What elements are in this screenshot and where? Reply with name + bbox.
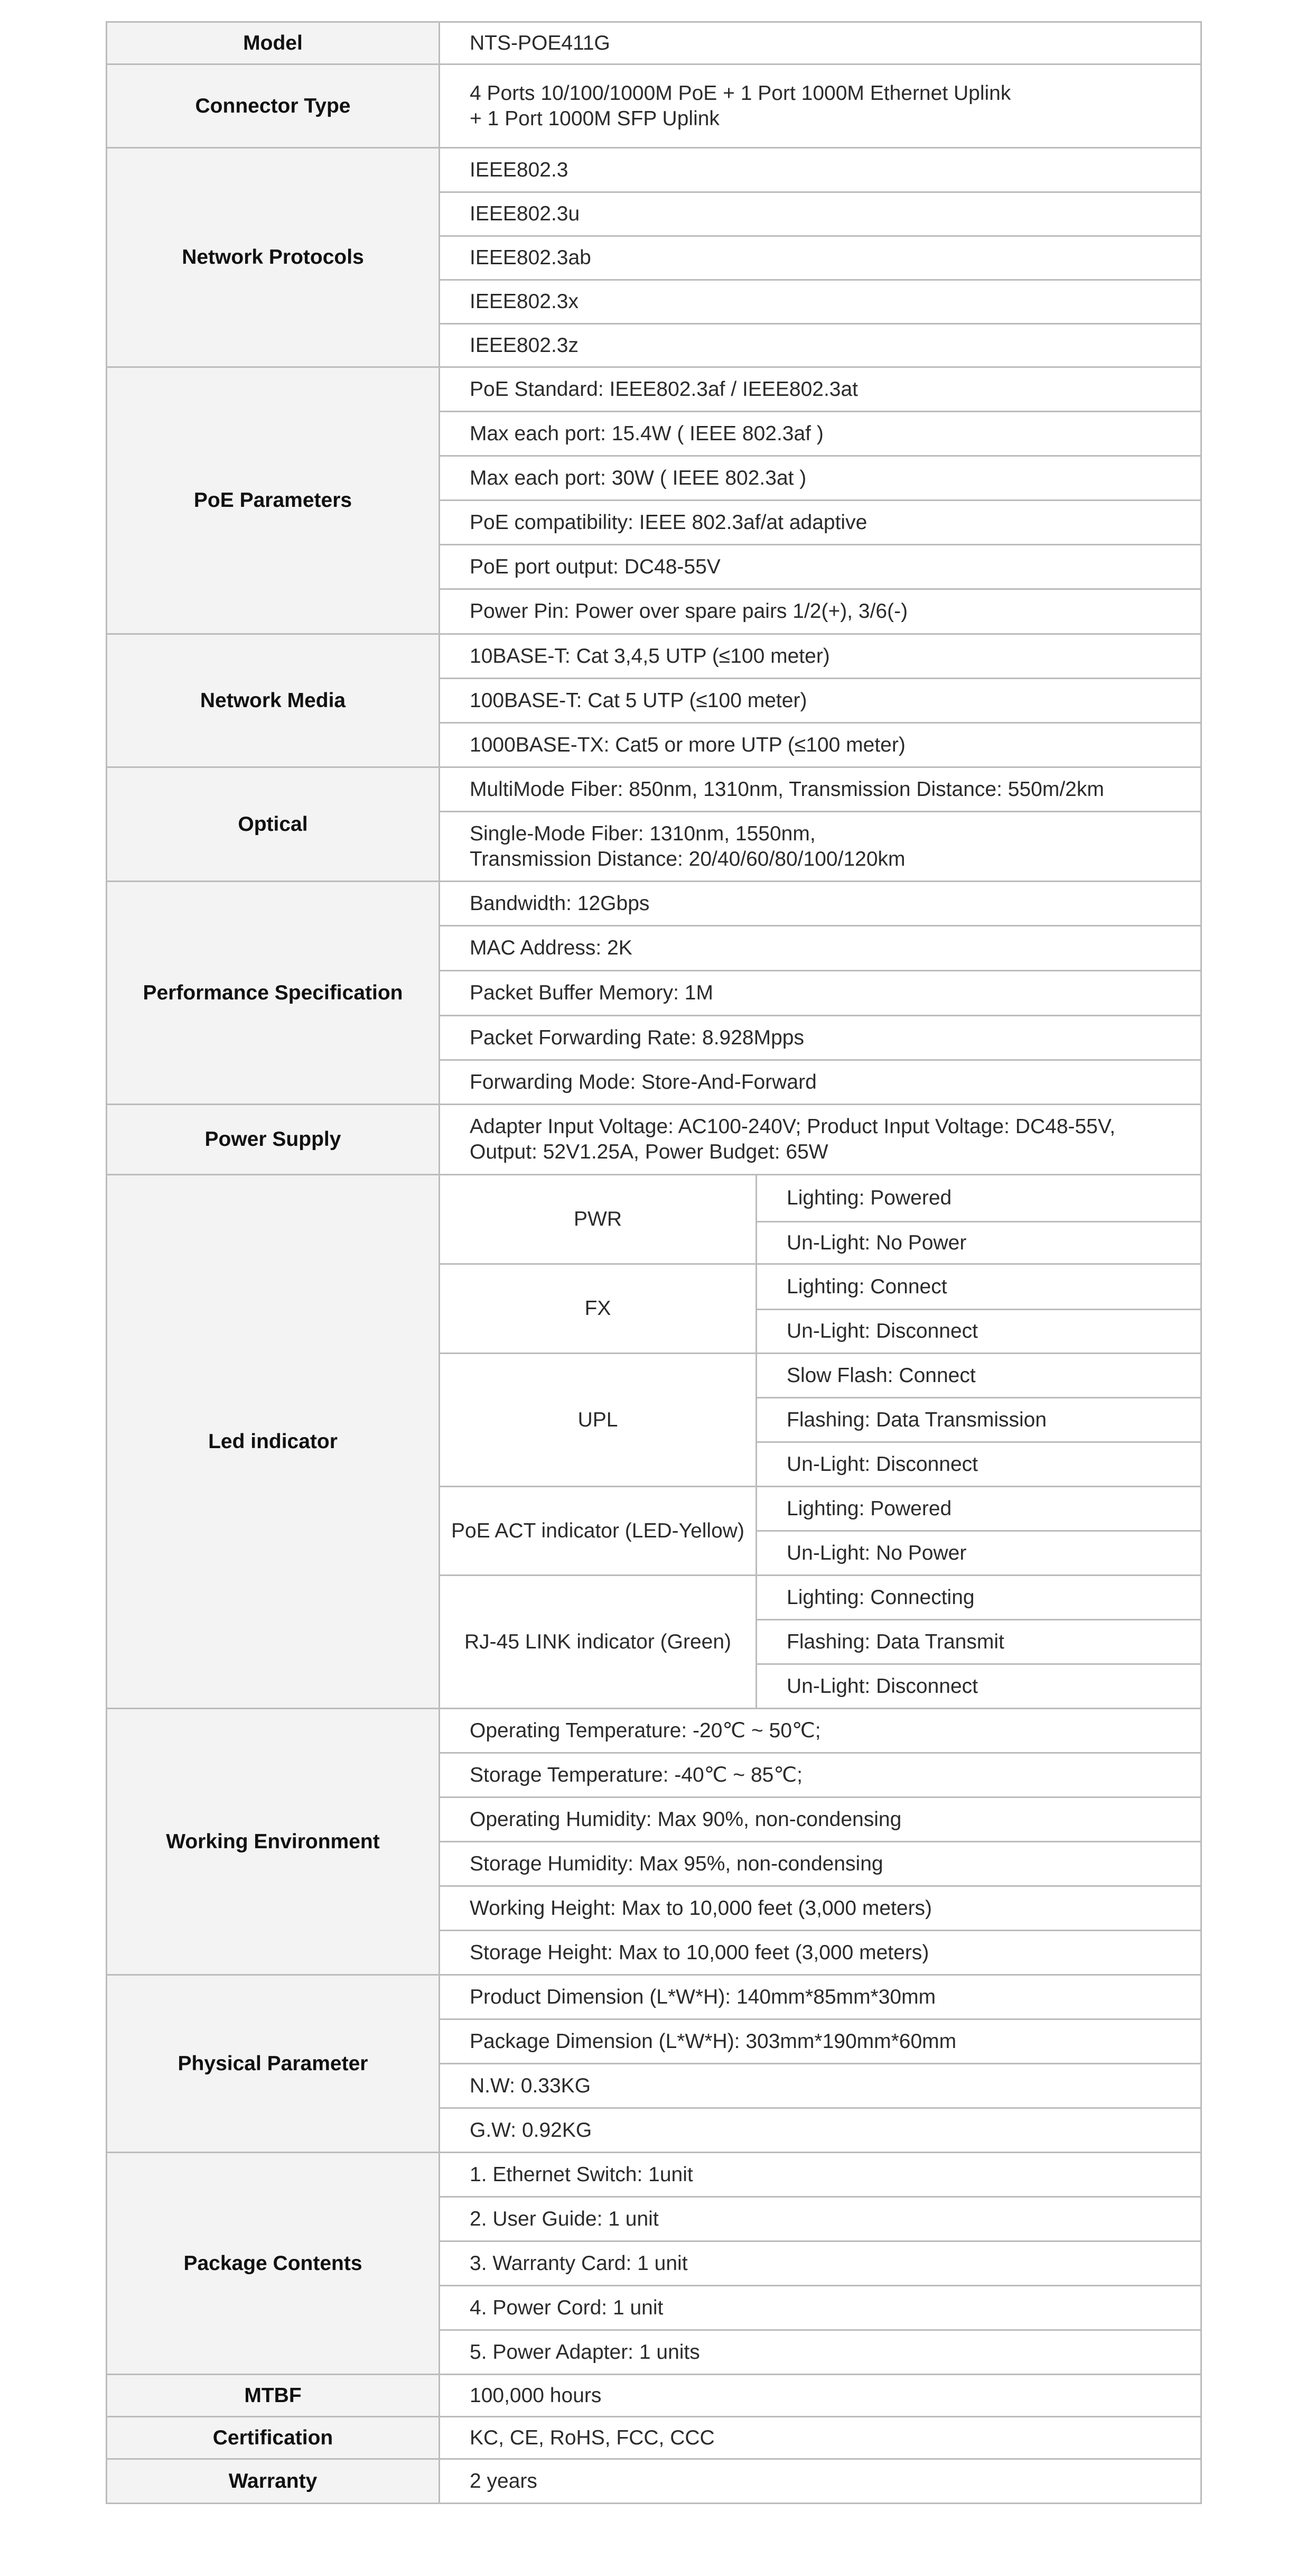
package-item: 3. Warranty Card: 1 unit	[440, 2241, 1201, 2286]
environment-item: Operating Temperature: -20℃ ~ 50℃;	[440, 1709, 1201, 1753]
row-label-physical: Physical Parameter	[107, 1975, 440, 2153]
table-row-power-supply	[107, 1105, 1201, 1175]
led-state: Flashing: Data Transmit	[757, 1620, 1201, 1664]
led-state: Flashing: Data Transmission	[757, 1398, 1201, 1442]
optical-item-line-1: Single-Mode Fiber: 1310nm, 1550nm,	[470, 822, 816, 845]
led-state: Un-Light: Disconnect	[757, 1310, 1201, 1354]
led-group-name: UPL	[440, 1354, 757, 1487]
led-group-name: FX	[440, 1264, 757, 1354]
table-row-poe	[107, 367, 1201, 412]
physical-item: Product Dimension (L*W*H): 140mm*85mm*30mm	[440, 1975, 1201, 2019]
table-row-led	[107, 1175, 1201, 1222]
physical-item: G.W: 0.92KG	[440, 2108, 1201, 2153]
led-state: Slow Flash: Connect	[757, 1354, 1201, 1398]
protocol-item: IEEE802.3ab	[440, 236, 1201, 280]
led-state: Un-Light: No Power	[757, 1531, 1201, 1576]
package-item: 1. Ethernet Switch: 1unit	[440, 2153, 1201, 2197]
environment-item: Storage Temperature: -40℃ ~ 85℃;	[440, 1753, 1201, 1797]
led-state: Un-Light: Disconnect	[757, 1664, 1201, 1709]
table-row-media	[107, 634, 1201, 679]
performance-item: Packet Buffer Memory: 1M	[440, 971, 1201, 1016]
table-row-physical	[107, 1975, 1201, 2019]
performance-item: MAC Address: 2K	[440, 926, 1201, 971]
optical-item: MultiMode Fiber: 850nm, 1310nm, Transmission Distance: 550m/2km	[440, 767, 1201, 812]
row-label-power-supply: Power Supply	[107, 1105, 440, 1175]
performance-item: Bandwidth: 12Gbps	[440, 882, 1201, 926]
media-item: 10BASE-T: Cat 3,4,5 UTP (≤100 meter)	[440, 634, 1201, 679]
row-label-package: Package Contents	[107, 2153, 440, 2375]
power-line-2: Output: 52V1.25A, Power Budget: 65W	[470, 1141, 828, 1163]
media-item: 1000BASE-TX: Cat5 or more UTP (≤100 meter)	[440, 723, 1201, 767]
led-state: Lighting: Connect	[757, 1264, 1201, 1310]
row-value-mtbf: 100,000 hours	[440, 2375, 1201, 2417]
environment-item: Storage Humidity: Max 95%, non-condensing	[440, 1842, 1201, 1886]
protocol-item: IEEE802.3u	[440, 192, 1201, 236]
package-item: 4. Power Cord: 1 unit	[440, 2286, 1201, 2330]
connector-line-2: + 1 Port 1000M SFP Uplink	[470, 107, 720, 130]
led-state: Lighting: Powered	[757, 1487, 1201, 1531]
row-label-environment: Working Environment	[107, 1709, 440, 1975]
row-value-certification: KC, CE, RoHS, FCC, CCC	[440, 2417, 1201, 2459]
poe-item: PoE compatibility: IEEE 802.3af/at adaptive	[440, 501, 1201, 545]
led-state: Lighting: Connecting	[757, 1576, 1201, 1620]
row-value-warranty: 2 years	[440, 2459, 1201, 2504]
power-line-1: Adapter Input Voltage: AC100-240V; Product Input Voltage: DC48-55V,	[470, 1115, 1116, 1138]
row-value-model: NTS-POE411G	[440, 22, 1201, 64]
poe-item: Max each port: 15.4W ( IEEE 802.3af )	[440, 412, 1201, 456]
table-row-package	[107, 2153, 1201, 2197]
led-state: Un-Light: Disconnect	[757, 1442, 1201, 1487]
table-row-protocols	[107, 148, 1201, 192]
package-item: 2. User Guide: 1 unit	[440, 2197, 1201, 2241]
led-group-name: PoE ACT indicator (LED-Yellow)	[440, 1487, 757, 1576]
row-label-connector-type: Connector Type	[107, 64, 440, 148]
poe-item: PoE port output: DC48-55V	[440, 545, 1201, 589]
led-state: Lighting: Powered	[757, 1175, 1201, 1222]
table-row-connector-type	[107, 64, 1201, 148]
performance-item: Forwarding Mode: Store-And-Forward	[440, 1060, 1201, 1105]
poe-item: PoE Standard: IEEE802.3af / IEEE802.3at	[440, 367, 1201, 412]
performance-item: Packet Forwarding Rate: 8.928Mpps	[440, 1016, 1201, 1060]
table-row-performance	[107, 882, 1201, 926]
row-label-performance: Performance Specification	[107, 882, 440, 1105]
protocol-item: IEEE802.3z	[440, 324, 1201, 367]
row-label-certification: Certification	[107, 2417, 440, 2459]
spec-table	[106, 21, 1202, 2504]
row-label-warranty: Warranty	[107, 2459, 440, 2504]
optical-item-line-2: Transmission Distance: 20/40/60/80/100/120km	[470, 847, 906, 870]
media-item: 100BASE-T: Cat 5 UTP (≤100 meter)	[440, 679, 1201, 723]
protocol-item: IEEE802.3x	[440, 280, 1201, 324]
row-label-poe: PoE Parameters	[107, 367, 440, 634]
table-row-mtbf	[107, 2375, 1201, 2417]
table-row-optical	[107, 767, 1201, 812]
poe-item: Power Pin: Power over spare pairs 1/2(+), 3/6(-)	[440, 589, 1201, 634]
environment-item: Operating Humidity: Max 90%, non-condensing	[440, 1797, 1201, 1842]
protocol-item: IEEE802.3	[440, 148, 1201, 192]
physical-item: N.W: 0.33KG	[440, 2064, 1201, 2108]
led-state: Un-Light: No Power	[757, 1222, 1201, 1264]
physical-item: Package Dimension (L*W*H): 303mm*190mm*60mm	[440, 2019, 1201, 2064]
connector-line-1: 4 Ports 10/100/1000M PoE + 1 Port 1000M Ethernet Uplink	[470, 81, 1011, 105]
row-label-mtbf: MTBF	[107, 2375, 440, 2417]
row-value-power-supply	[440, 1105, 1201, 1175]
poe-item: Max each port: 30W ( IEEE 802.3at )	[440, 456, 1201, 501]
table-row-model	[107, 22, 1201, 64]
environment-item: Working Height: Max to 10,000 feet (3,000 meters)	[440, 1886, 1201, 1931]
table-row-warranty	[107, 2459, 1201, 2504]
optical-item	[440, 812, 1201, 882]
row-label-optical: Optical	[107, 767, 440, 882]
row-label-protocols: Network Protocols	[107, 148, 440, 367]
row-label-led: Led indicator	[107, 1175, 440, 1709]
row-label-model: Model	[107, 22, 440, 64]
environment-item: Storage Height: Max to 10,000 feet (3,000 meters)	[440, 1931, 1201, 1975]
row-value-connector-type	[440, 64, 1201, 148]
led-group-name: RJ-45 LINK indicator (Green)	[440, 1576, 757, 1709]
led-group-name: PWR	[440, 1175, 757, 1264]
table-row-certification	[107, 2417, 1201, 2459]
table-row-environment	[107, 1709, 1201, 1753]
package-item: 5. Power Adapter: 1 units	[440, 2330, 1201, 2375]
row-label-media: Network Media	[107, 634, 440, 767]
